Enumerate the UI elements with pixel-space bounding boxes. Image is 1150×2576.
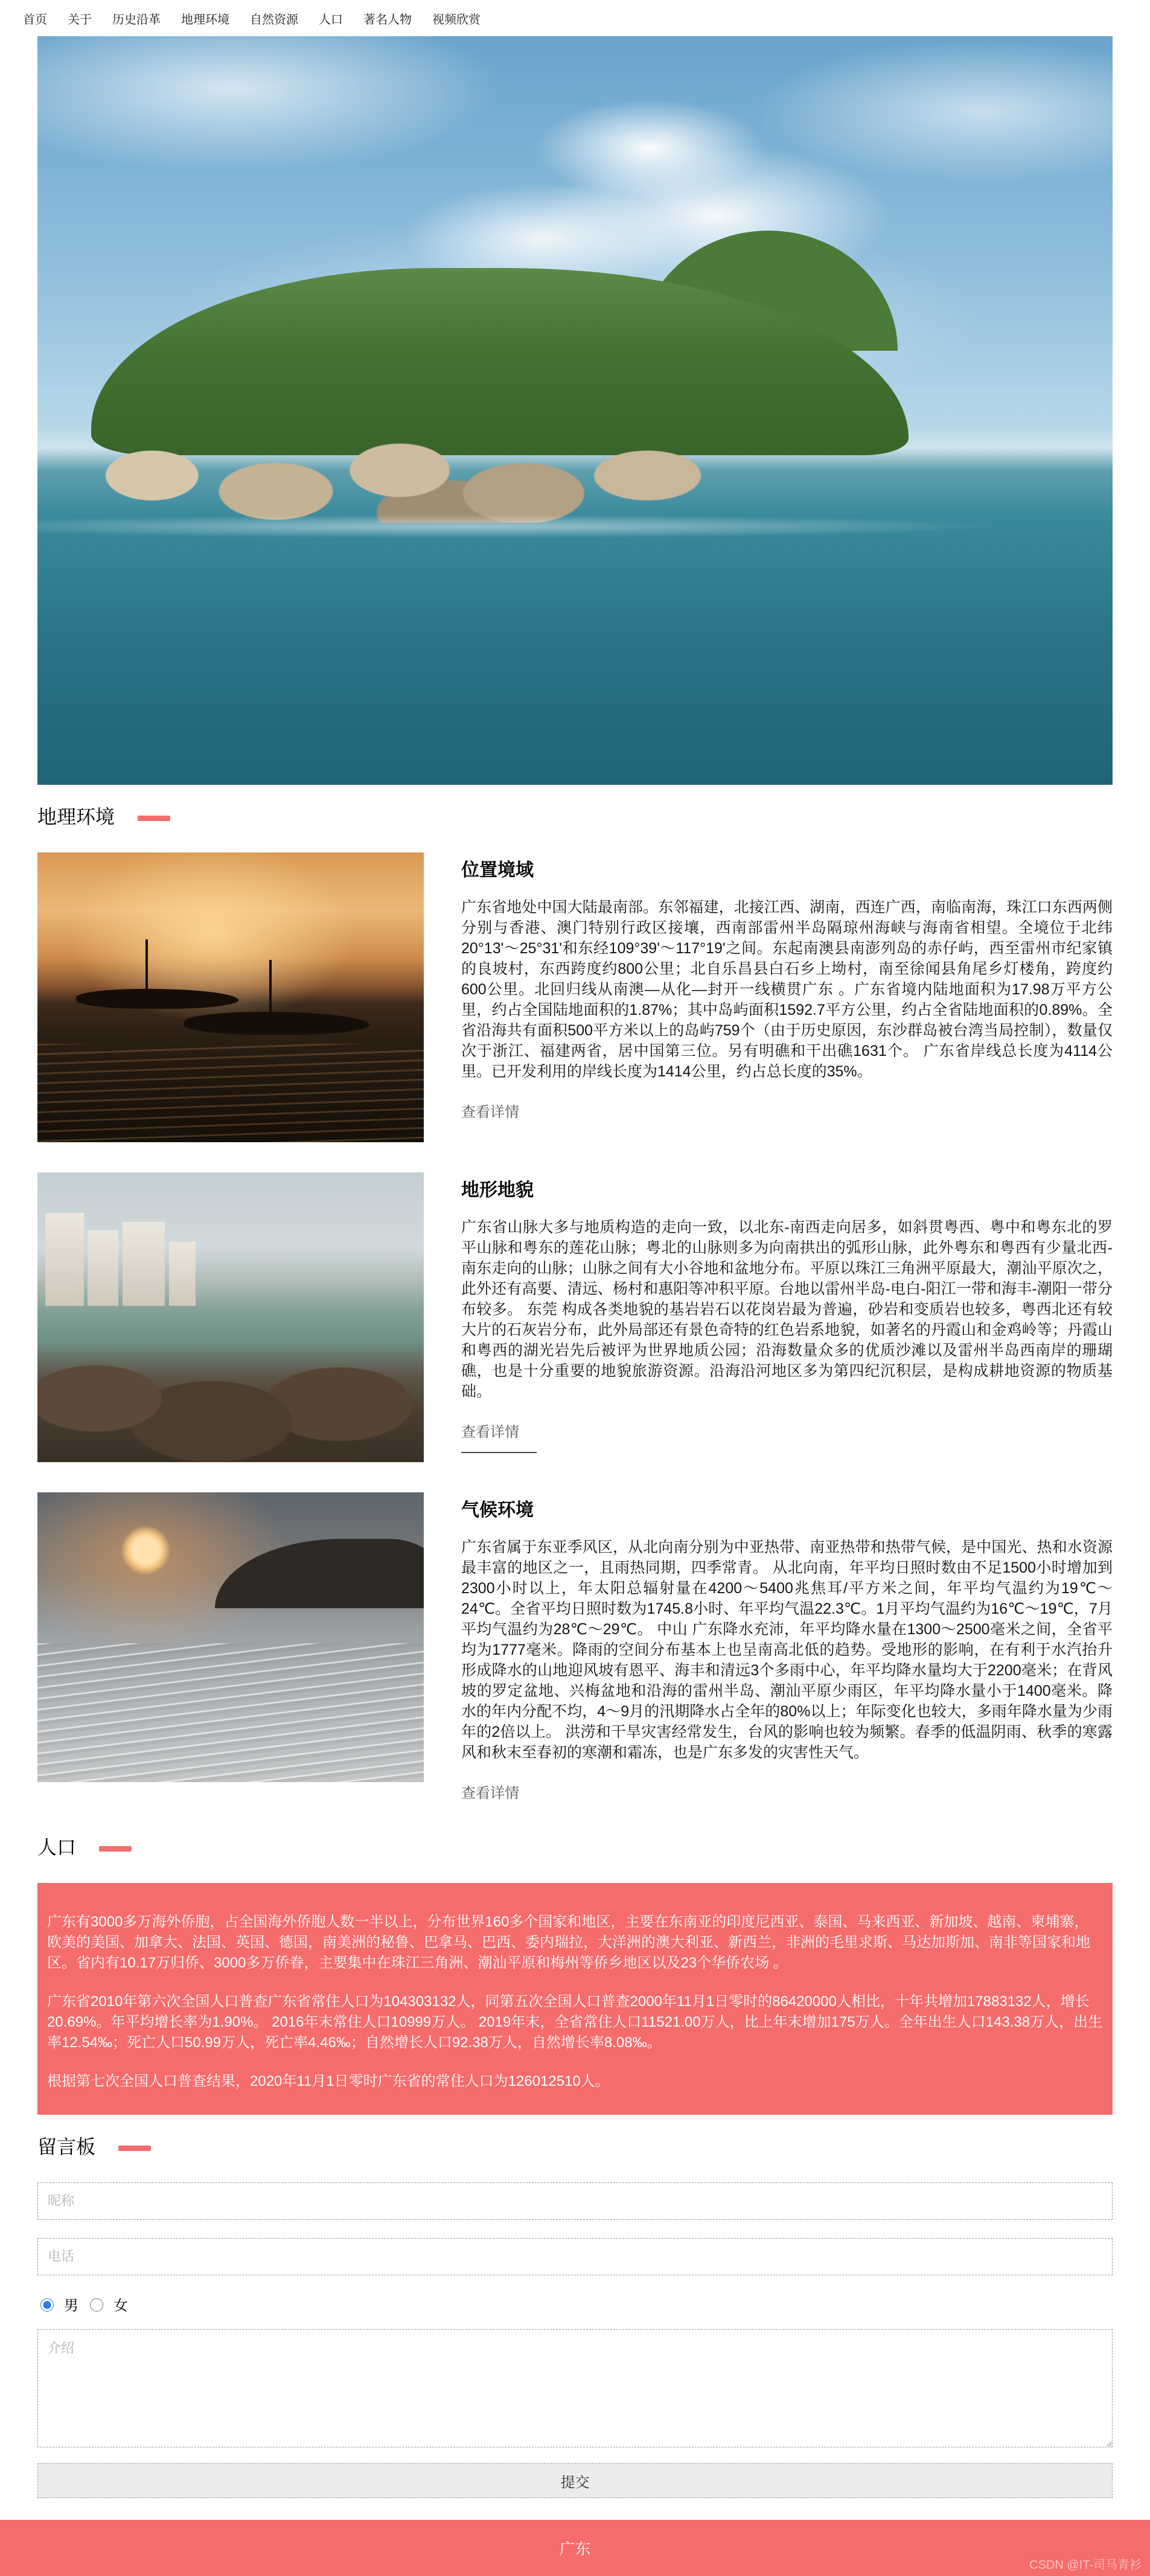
building-shape (88, 1230, 118, 1306)
view-details-link[interactable]: 查看详情 (461, 1785, 519, 1801)
top-nav (0, 0, 1150, 36)
building-shape (123, 1222, 165, 1306)
population-paragraph: 广东有3000多万海外侨胞，占全国海外侨胞人数一半以上，分布世界160多个国家和地区，主要在东南亚的印度尼西亚、泰国、马来西亚、新加坡、越南、柬埔寨，欧美的美国、加拿大、法国、英国、德国，南美洲的秘鲁、巴拿马、巴西、委内瑞拉，大洋洲的澳大利亚、新西兰，非洲的毛里求斯、马达加斯加、南非等国家和地区。省内有10.17万归侨、3000多万侨眷，主要集中在珠江三角洲、潮汕平原和梅州等侨乡地区以及23个华侨农场 。 (47, 1914, 1090, 1971)
location-photo (37, 852, 424, 1142)
card-text: 广东省山脉大多与地质构造的走向一致，以北东-南西走向居多，如斜贯粤西、粤中和粤东北的罗平山脉和粤东的莲花山脉；粤北的山脉则多为向南拱出的弧形山脉，此外粤东和粤西有少量北西-南东走向的山脉；山脉之间有大小谷地和盆地分布。平原以珠江三角洲平原最大，潮汕平原次之，此外还有高要、清远、杨村和惠阳等冲积平原。台地以雷州半岛-电白-阳江一带和海丰-潮阳一带分布较多。 东莞 构成各类地貌的基岩岩石以花岗岩最为普遍，砂岩和变质岩也较多，粤西北还有较大片的石灰岩分布，此外局部还有景色奇特的红色岩系地貌，如著名的丹霞山和金鸡岭等；丹霞山和粤西的湖光岩先后被评为世界地质公园；沿海数量众多的优质沙滩以及雷州半岛西南岸的珊瑚礁，也是十分重要的地貌旅游资源。沿海沿河地区多为第四纪沉积层，是构成耕地资源的物质基础。 (461, 1219, 1113, 1400)
male-radio-label[interactable]: 男 (64, 2298, 78, 2314)
card-climate (37, 1492, 1113, 1802)
hero-coast-photo (37, 36, 1113, 785)
population-section-title (37, 1832, 1113, 1860)
nav-item-resources[interactable]: 自然资源 (250, 13, 298, 27)
card-location (37, 852, 1113, 1142)
nav-item-population[interactable]: 人口 (319, 13, 343, 27)
climate-photo (37, 1492, 424, 1782)
gender-radio-group (37, 2293, 1113, 2315)
card-title: 位置境域 (461, 860, 534, 880)
view-details-link[interactable]: 查看详情 (461, 1424, 519, 1440)
phone-input[interactable] (37, 2238, 1113, 2275)
boat-mast-shape (145, 939, 148, 991)
red-dash-decoration (118, 2146, 151, 2151)
message-board-form (37, 2182, 1113, 2498)
card-title: 气候环境 (461, 1500, 534, 1520)
card-title: 地形地貌 (461, 1180, 534, 1200)
hero-rocks-shape (69, 418, 758, 523)
message-board-title-text: 留言板 (37, 2136, 96, 2158)
waves-shape (37, 1643, 424, 1782)
csdn-watermark: CSDN @IT-司马青衫 (1029, 2558, 1142, 2572)
nav-item-people[interactable]: 著名人物 (363, 13, 412, 27)
red-dash-decoration (99, 1846, 132, 1852)
population-section-title-text: 人口 (37, 1836, 77, 1858)
boat-mast-shape (269, 960, 272, 1015)
population-paragraph: 根据第七次全国人口普查结果，2020年11月1日零时广东省的常住人口为126012510人。 (47, 2073, 610, 2089)
view-details-link[interactable]: 查看详情 (461, 1104, 519, 1120)
boat-shape (76, 989, 238, 1009)
terrain-photo (37, 1172, 424, 1462)
building-shape (169, 1242, 196, 1306)
population-info-panel (37, 1883, 1113, 2115)
message-board-section-title (37, 2132, 1113, 2159)
card-text: 广东省地处中国大陆最南部。东邻福建，北接江西、湖南，西连广西，南临南海，珠江口东西两侧分别与香港、澳门特别行政区接壤，西南部雷州半岛隔琼州海峡与海南省相望。全境位于北纬20°13'～25°31'和东经109°39'～117°19'之间。东起南澳县南澎列岛的赤仔屿，西至雷州市纪家镇的良坡村，东西跨度约800公里；北自乐昌县白石乡上坳村，南至徐闻县角尾乡灯楼角，跨度约600公里。北回归线从南澳—从化—封开一线横贯广东 。广东省境内陆地面积为17.98万平方公里，约占全国陆地面积的1.87%；其中岛屿面积1592.7平方公里，约占全省陆地面积的0.89%。全省沿海共有面积500平方米以上的岛屿759个（由于历史原因，东沙群岛被台湾当局控制），数量仅次于浙江、福建两省，居中国第三位。另有明礁和干出礁1631个。 广东省岸线总长度为4114公里。已开发利用的岸线长度为1414公里，约占总长度的35%。 (461, 899, 1113, 1080)
female-radio-label[interactable]: 女 (113, 2298, 128, 2314)
red-dash-decoration (138, 816, 170, 821)
coast-rocks-shape (37, 1346, 424, 1462)
nav-item-videos[interactable]: 视频欣赏 (432, 13, 481, 27)
intro-textarea[interactable] (37, 2329, 1113, 2447)
geography-section-title (37, 802, 1113, 829)
female-radio[interactable] (90, 2298, 103, 2312)
submit-button[interactable]: 提交 (37, 2463, 1113, 2498)
nav-item-history[interactable]: 历史沿革 (112, 13, 161, 27)
island-silhouette-shape (215, 1539, 424, 1608)
nav-item-about[interactable]: 关于 (68, 13, 92, 27)
water-reflection-shape (37, 1044, 424, 1142)
footer-site-name: 广东 (559, 2540, 591, 2558)
nickname-input[interactable] (37, 2182, 1113, 2220)
building-shape (45, 1213, 84, 1306)
geography-section-title-text: 地理环境 (37, 806, 115, 828)
nav-item-home[interactable]: 首页 (23, 13, 47, 27)
card-terrain (37, 1172, 1113, 1462)
nav-item-geography[interactable]: 地理环境 (181, 13, 229, 27)
link-underline-decoration (461, 1452, 537, 1453)
card-text: 广东省属于东亚季风区，从北向南分别为中亚热带、南亚热带和热带气候，是中国光、热和水资源最丰富的地区之一，且雨热同期，四季常青。 从北向南，年平均日照时数由不足1500小时增加到2300小时以上，年太阳总辐射量在4200～5400兆焦耳/平方米之间，年平均气温约为19℃～24℃。全省平均日照时数为1745.8小时、年平均气温22.3℃。1月平均气温约为16℃～19℃，7月平均气温约为28℃～29℃。 中山 广东降水充沛，年平均降水量在1300～2500毫米之间，全省平均为1777毫米。降雨的空间分布基本上也呈南高北低的趋势。受地形的影响，在有利于水汽抬升形成降水的山地迎风坡有恩平、海丰和清远3个多雨中心，年平均降水量均大于2200毫米；在背风坡的罗定盆地、兴梅盆地和沿海的雷州半岛、潮汕平原少雨区，年平均降水量小于1400毫米。降水的年内分配不均，4～9月的汛期降水占全年的80%以上；年际变化也较大，多雨年降水量为少雨年的2倍以上。 洪涝和干旱灾害经常发生，台风的影响也较为频繁。春季的低温阴雨、秋季的寒露风和秋末至春初的寒潮和霜冻，也是广东多发的灾害性天气。 (461, 1539, 1113, 1761)
boat-shape (184, 1012, 369, 1035)
page-footer (0, 2520, 1150, 2576)
hero-foam-shape (37, 508, 1113, 545)
population-paragraph: 广东省2010年第六次全国人口普查广东省常住人口为104303132人，同第五次全国人口普查2000年11月1日零时的86420000人相比，十年共增加17883132人，增长20.69%。年平均增长率为1.90%。 2016年末常住人口10999万人。 2019年末，全省常住人口11521.00万人，比上年末增加175万人。全年出生人口143.38万人，出生率12.54‰；死亡人口50.99万人，死亡率4.46‰；自然增长人口92.38万人，自然增长率8.08‰。 (47, 1993, 1103, 2051)
male-radio[interactable] (40, 2298, 54, 2312)
